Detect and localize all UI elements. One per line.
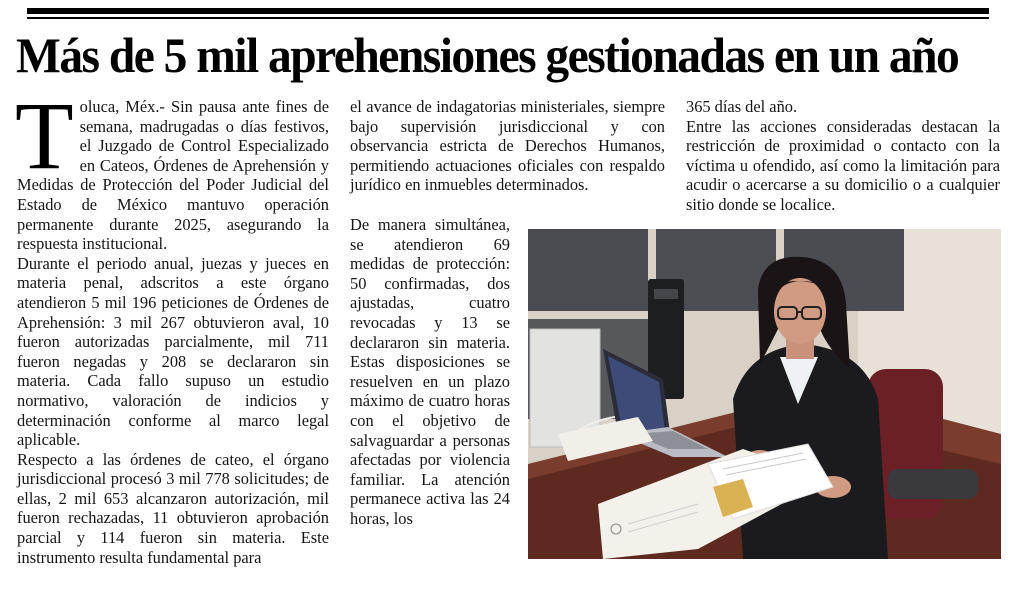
paragraph: De manera simultánea, se atendieron 69 medidas de protección: 50 confirmadas, dos ajustadas, cuatro revocadas y 13 se declararon sin materia. Estas disposiciones se resuelven en un plazo máximo de cuatro horas con el objetivo de salvaguardar a personas afectadas por violencia familiar. La atención permanece activa las 24 horas, los bbox=[350, 215, 510, 528]
paragraph: 365 días del año. bbox=[686, 97, 798, 116]
paragraph: Respecto a las órdenes de cateo, el órgano jurisdiccional procesó 3 mil 778 solicitudes; de ellas, 2 mil 653 alcanzaron autorización, mil fueron rechazadas, 11 obtuvieron aprobación parcial y 114 fueron sin materia. Este instrumento resulta fundamental para bbox=[17, 449, 329, 567]
headline: Más de 5 mil aprehensiones gestionadas en un año bbox=[16, 27, 959, 83]
paragraph bbox=[15, 82, 329, 254]
paragraph: Entre las acciones consideradas destacan la restricción de proximidad o contacto con la víctima u ofendido, así como la limitación para acudir o acercarse a su domicilio o a cualquier sitio donde se localice. bbox=[686, 116, 1000, 214]
article-column-1 bbox=[15, 82, 329, 567]
drop-cap: T bbox=[15, 82, 74, 189]
photo-illustration bbox=[528, 229, 1001, 559]
article-photo bbox=[528, 229, 1001, 559]
paragraph: Durante el periodo anual, juezas y jueces en materia penal, adscritos a este órgano atendieron 5 mil 196 peticiones de Órdenes de Aprehensión: 3 mil 267 obtuvieron aval, 10 fueron autorizadas parcialmente, mil 711 fueron negadas y 208 se declararon sin materia. Cada fallo supuso un estudio normativo, valoración de indicios y determinación conforme al marco legal aplicable. bbox=[17, 253, 329, 450]
paragraph-text: oluca, Méx.- Sin pausa ante fines de semana, madrugadas o días festivos, el Juzgado de Control Especializado en Cateos, Órdenes de Aprehensión y Medidas de Protección del Poder Judicial del Estado de México mantuvo operación permanente durante 2025, asegurando la respuesta institucional. bbox=[17, 97, 329, 254]
top-rule-thick bbox=[27, 8, 989, 14]
article-column-3 bbox=[686, 97, 1000, 215]
article-column-2 bbox=[350, 97, 665, 195]
top-rule-thin bbox=[27, 17, 989, 19]
article-column-2-narrow bbox=[350, 215, 510, 529]
paragraph: el avance de indagatorias ministeriales, siempre bajo supervisión jurisdiccional y con observancia estricta de Derechos Humanos, permitiendo actuaciones oficiales con respaldo jurídico en inmuebles determinados. bbox=[350, 97, 665, 195]
